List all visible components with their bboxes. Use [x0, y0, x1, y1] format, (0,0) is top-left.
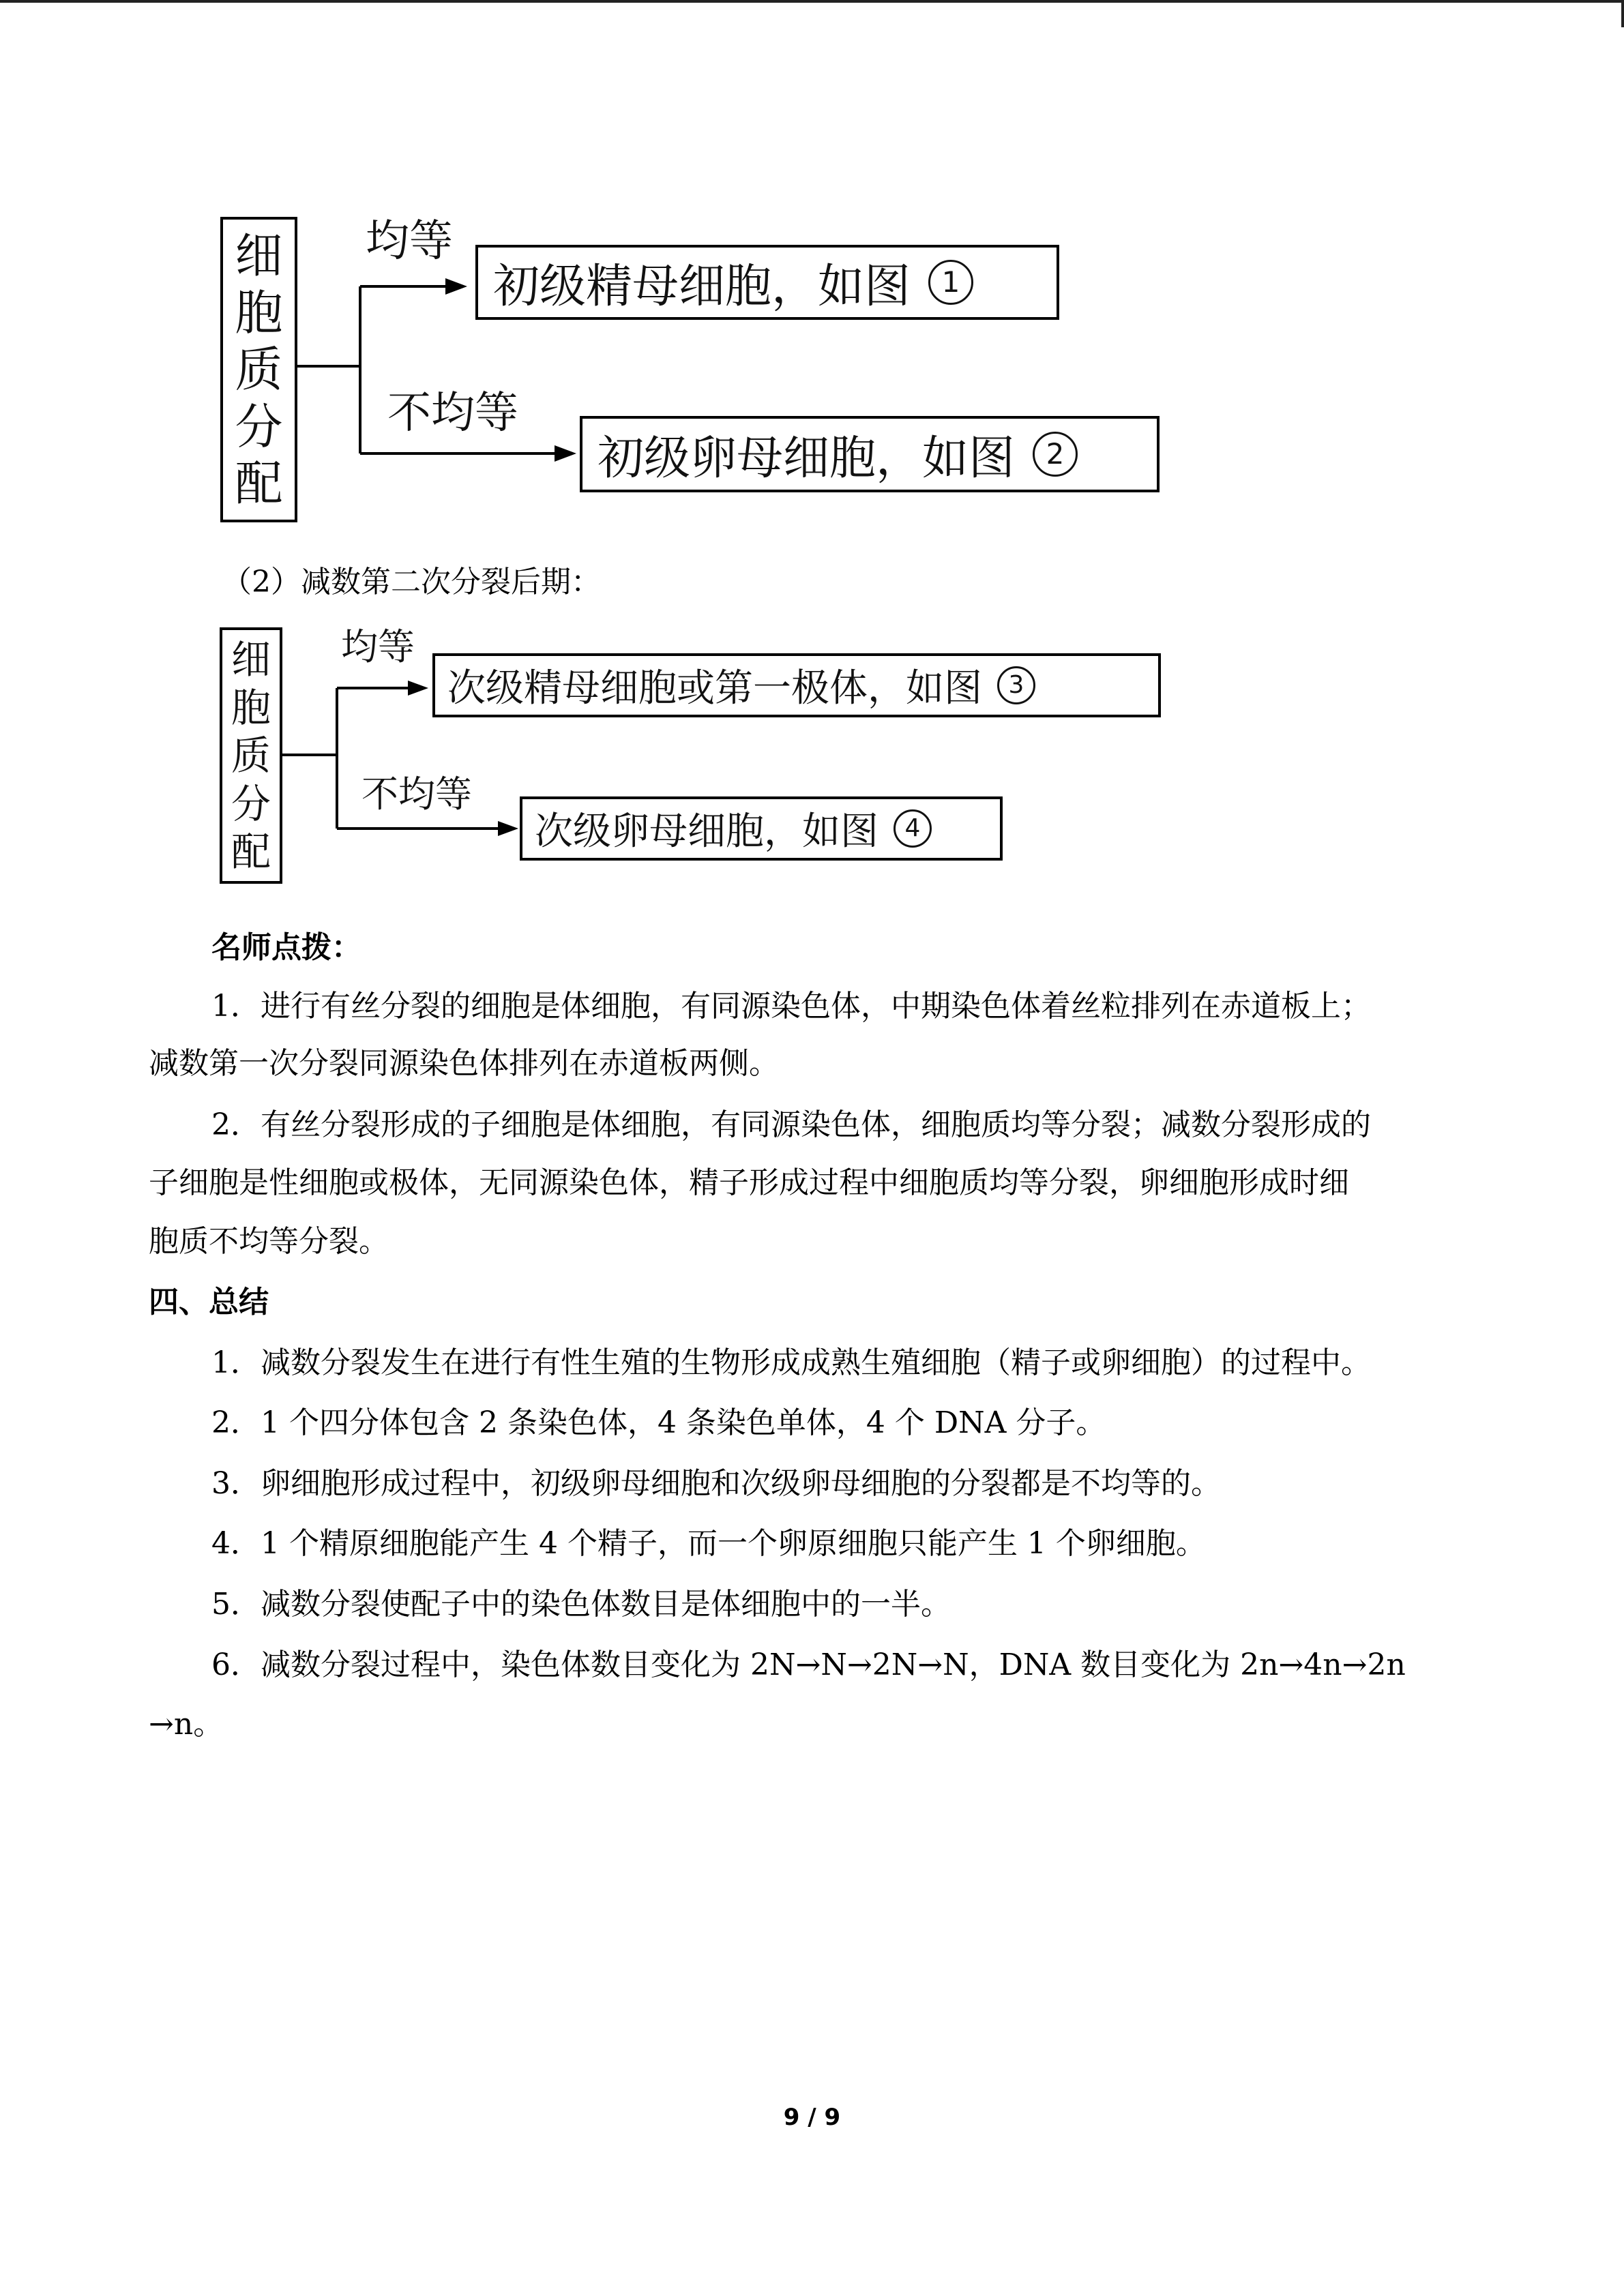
diagram1-side-char: 胞 [235, 284, 283, 341]
diagram1-box-equal-num: 1 [928, 260, 973, 305]
summary-item-6-line2: →n。 [149, 1707, 224, 1742]
summary-item-2: 2．1 个四分体包含 2 条染色体，4 条染色单体，4 个 DNA 分子。 [211, 1405, 1106, 1440]
tips-title: 名师点拨： [211, 930, 361, 965]
tips-p2-line2: 子细胞是性细胞或极体，无同源染色体，精子形成过程中细胞质均等分裂，卵细胞形成时细 [149, 1165, 1349, 1200]
page-number: 9 / 9 [783, 2104, 841, 2131]
diagram2-side-char: 细 [231, 636, 271, 683]
diagram2-box-unequal [520, 796, 1003, 861]
diagram1-side-char: 分 [235, 398, 283, 455]
summary-item-5: 5．减数分裂使配子中的染色体数目是体细胞中的一半。 [211, 1587, 951, 1622]
summary-title: 四、总结 [149, 1285, 269, 1320]
tips-p2-line1: 2．有丝分裂形成的子细胞是体细胞，有同源染色体，细胞质均等分裂；减数分裂形成的 [211, 1107, 1371, 1142]
section2-heading: （2）减数第二次分裂后期： [222, 565, 601, 599]
diagram2-label-unequal: 不均等 [361, 773, 472, 816]
diagram1-box-equal-text: 初级精母细胞，如图 [493, 259, 911, 314]
summary-item-4: 4．1 个精原细胞能产生 4 个精子，而一个卵原细胞只能产生 1 个卵细胞。 [211, 1526, 1206, 1561]
diagram2-side-char: 胞 [231, 684, 271, 731]
summary-item-1: 1．减数分裂发生在进行有性生殖的生物形成成熟生殖细胞（精子或卵细胞）的过程中。 [211, 1345, 1371, 1380]
diagram2-side-char: 配 [231, 829, 271, 875]
diagram2-box-equal-text: 次级精母细胞或第一极体，如图 [447, 666, 982, 711]
summary-item-3: 3．卵细胞形成过程中，初级卵母细胞和次级卵母细胞的分裂都是不均等的。 [211, 1466, 1221, 1501]
diagram1-box-unequal-text: 初级卵母细胞，如图 [597, 431, 1016, 486]
diagram2-side-char: 分 [231, 780, 271, 827]
diagram1-label-equal: 均等 [366, 216, 453, 267]
diagram2-box-equal [432, 653, 1161, 717]
tips-p2-line3: 胞质不均等分裂。 [149, 1224, 389, 1259]
diagram2-label-equal: 均等 [341, 625, 415, 668]
diagram2-box-unequal-num: 4 [894, 809, 932, 848]
diagram1-label-unequal: 不均等 [387, 388, 518, 438]
diagram1-box-unequal-num: 2 [1033, 432, 1078, 477]
diagram1-side-char: 质 [235, 342, 283, 398]
tips-p1-line2: 减数第一次分裂同源染色体排列在赤道板两侧。 [149, 1046, 779, 1081]
diagram1-side-char: 细 [235, 228, 283, 284]
diagram1-side-char: 配 [235, 456, 283, 511]
tips-p1-line1: 1．进行有丝分裂的细胞是体细胞，有同源染色体，中期染色体着丝粒排列在赤道板上； [211, 989, 1371, 1024]
diagram2-box-unequal-text: 次级卵母细胞，如图 [535, 809, 879, 854]
diagram2-side-char: 质 [231, 732, 271, 779]
summary-item-6-line1: 6．减数分裂过程中，染色体数目变化为 2N→N→2N→N，DNA 数目变化为 2n→4n→2n [211, 1648, 1406, 1682]
diagram2-side-box [220, 627, 282, 884]
diagram2-box-equal-num: 3 [997, 666, 1035, 704]
